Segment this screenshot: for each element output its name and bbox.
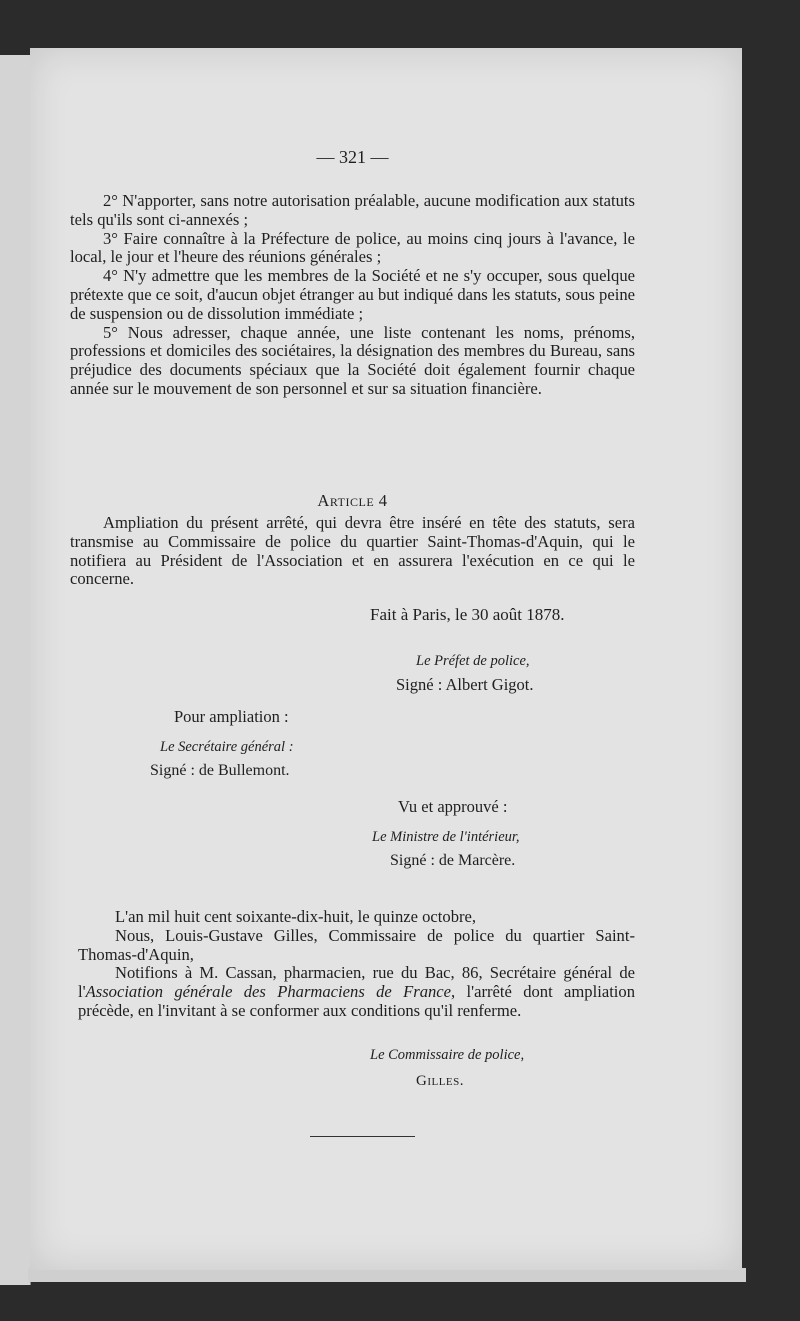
approved-label: Vu et approuvé :	[398, 797, 508, 816]
ampliation-label: Pour ampliation :	[174, 707, 289, 726]
end-rule	[310, 1136, 415, 1137]
notification-paragraph-2	[78, 964, 635, 1020]
notification-text-a: Notifions à M. Cassan, pharmacien, rue du Bac, 86, Secrétaire général de l'	[78, 963, 635, 1002]
place-date: Fait à Paris, le 30 août 1878.	[370, 605, 565, 624]
notification-date: L'an mil huit cent soixante-dix-huit, le quinze octobre,	[115, 907, 477, 926]
minister-title: Le Ministre de l'intérieur,	[372, 829, 520, 845]
prefect-signature: Signé : Albert Gigot.	[396, 675, 534, 694]
article-heading: Article 4	[317, 491, 388, 510]
condition-4: 4° N'y admettre que les membres de la Société et ne s'y occuper, sous quelque prétexte que ce soit, d'aucun objet étranger au but indiqué dans les statuts, sous peine de suspension ou de dissolution immédiate ;	[70, 266, 635, 323]
notification-text-b: , l'arrêté dont ampliation précède, en l'invitant à se conformer aux conditions qu'il renferme.	[78, 982, 636, 1020]
commissaire-name: Gilles.	[416, 1073, 465, 1089]
document-page	[30, 48, 742, 1270]
secretary-signature: Signé : de Bullemont.	[150, 762, 290, 779]
minister-signature: Signé : de Marcère.	[390, 852, 516, 869]
association-name: Association générale des Pharmaciens de France	[85, 982, 452, 1002]
condition-2: 2° N'apporter, sans notre autorisation préalable, aucune modification aux statuts tels qu'ils sont ci-annexés ;	[70, 191, 635, 229]
condition-3: 3° Faire connaître à la Préfecture de police, au moins cinq jours à l'avance, le local, le jour et l'heure des réunions générales ;	[70, 228, 635, 267]
page-stack-edge	[28, 1268, 746, 1282]
prefect-title: Le Préfet de police,	[416, 653, 530, 669]
commissaire-title: Le Commissaire de police,	[370, 1047, 525, 1063]
notification-paragraph-1: Nous, Louis-Gustave Gilles, Commissaire de police du quartier Saint-Thomas-d'Aquin,	[78, 925, 635, 964]
condition-5: 5° Nous adresser, chaque année, une liste contenant les noms, prénoms, professions et domiciles des sociétaires, la désignation des membres du Bureau, sans préjudice des documents spéciaux que la Société doit également fournir chaque année sur le mouvement de son personnel et sur sa situation financière.	[70, 322, 635, 398]
page-number: — 321 —	[316, 147, 389, 167]
secretary-title: Le Secrétaire général :	[160, 739, 294, 755]
conditions-list	[70, 192, 635, 399]
facing-page-edge	[0, 55, 31, 1285]
notification-block	[78, 908, 635, 1021]
article-text: Ampliation du présent arrêté, qui devra être inséré en tête des statuts, sera transmise au Commissaire de police du quartier Saint-Thomas-d'Aquin, qui le notifiera au Président de l'Association et en assurera l'exécution en ce qui le concerne.	[70, 513, 635, 589]
